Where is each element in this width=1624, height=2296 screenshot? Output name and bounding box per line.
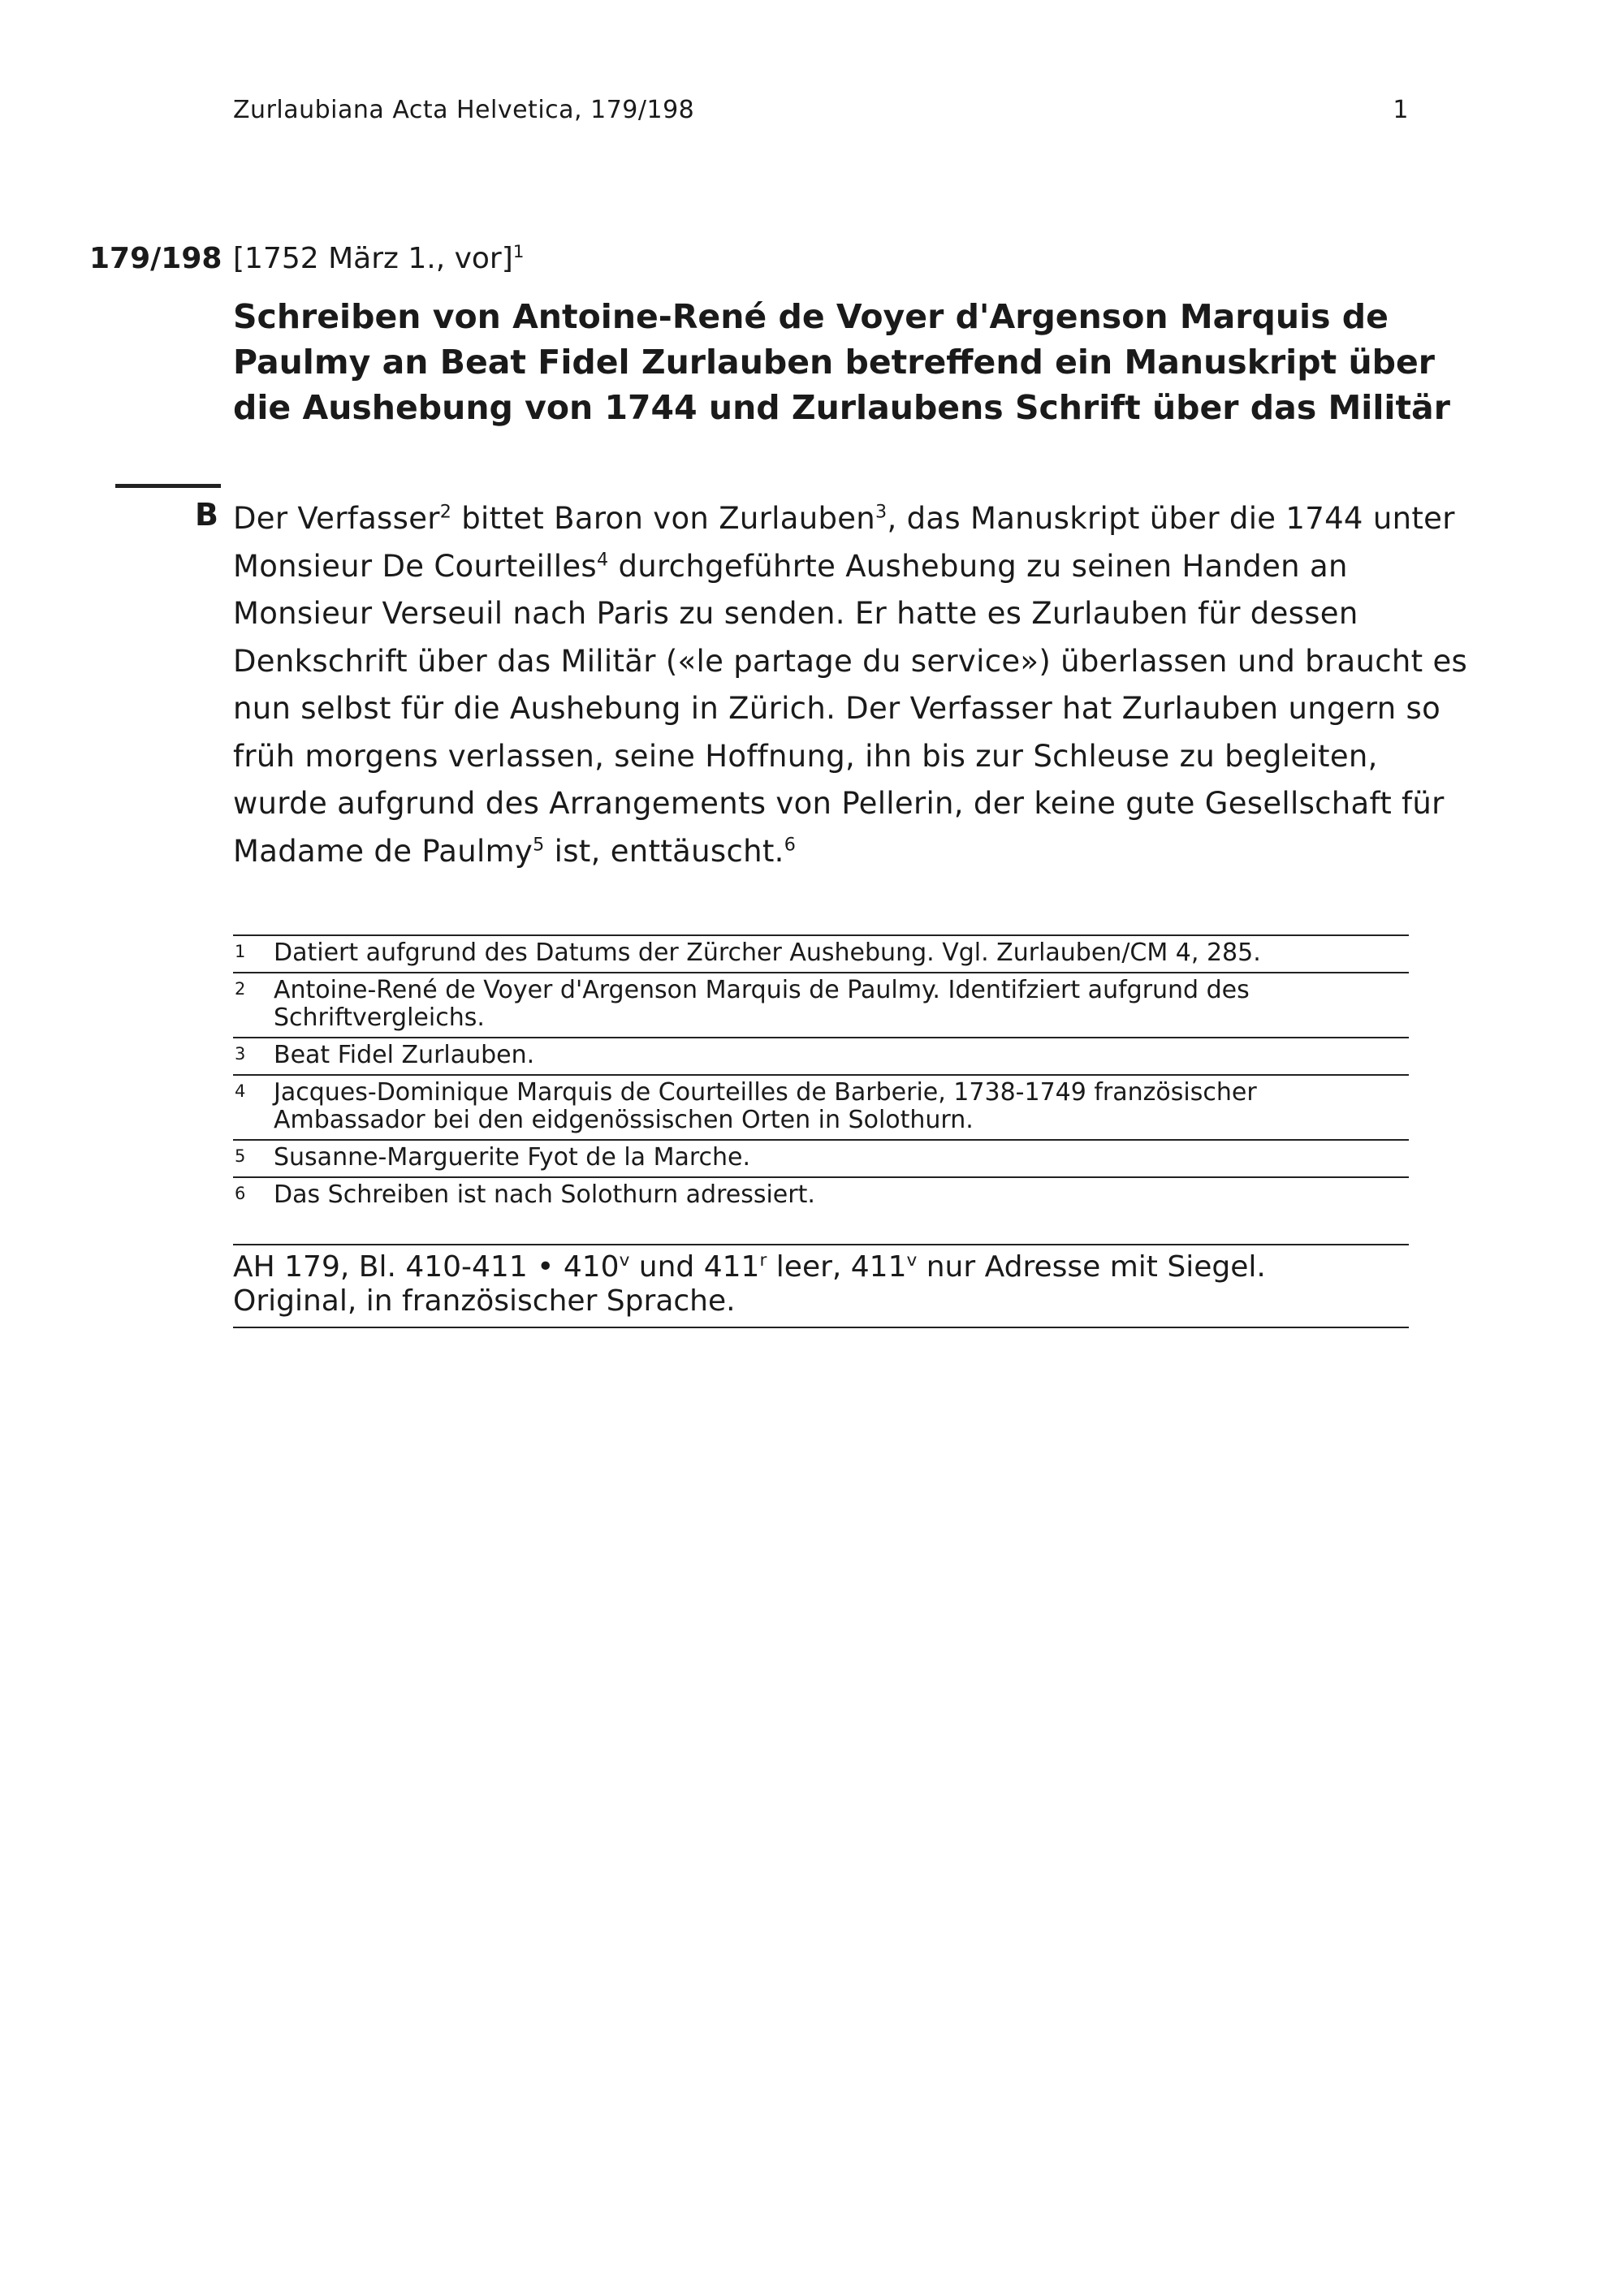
- text-line: früh morgens verlassen, seine Hoffnung, ihn bis zur Schleuse zu begleiten,: [233, 738, 1378, 774]
- footnote-ref: 5: [533, 834, 545, 856]
- text-run: ist, enttäuscht.: [544, 833, 784, 869]
- text-line: Denkschrift über das Militär («le partage du service») überlassen und braucht es: [233, 643, 1468, 679]
- footnote: [233, 934, 1409, 972]
- footnote-number: 6: [235, 1184, 246, 1203]
- footnote: [233, 972, 1409, 1037]
- text-run: , das Manuskript über die 1744 unter: [887, 501, 1455, 536]
- footnote-number: 5: [235, 1146, 246, 1166]
- text-run: Monsieur De Courteilles: [233, 548, 597, 584]
- footnote: [233, 1176, 1409, 1214]
- document-date: [233, 242, 525, 275]
- document-date-text: [1752 März 1., vor]: [233, 242, 513, 275]
- footnote-number: 1: [235, 942, 246, 961]
- footnote-text: Schriftvergleichs.: [274, 1003, 485, 1032]
- text-line: nun selbst für die Aushebung in Zürich. Der Verfasser hat Zurlauben ungern so: [233, 691, 1441, 726]
- document-title: [233, 294, 1450, 430]
- title-line: Paulmy an Beat Fidel Zurlauben betreffend ein Manuskript über: [233, 343, 1436, 382]
- page-number: 1: [1393, 96, 1409, 124]
- title-line: Schreiben von Antoine-René de Voyer d'Argenson Marquis de: [233, 297, 1389, 336]
- footnote-text: Antoine-René de Voyer d'Argenson Marquis de Paulmy. Identifziert aufgrund des: [274, 976, 1250, 1004]
- source-line: Original, in französischer Sprache.: [233, 1284, 736, 1318]
- folio-side: v: [619, 1250, 630, 1271]
- footnote-ref: 1: [512, 242, 525, 262]
- text-run: Der Verfasser: [233, 501, 440, 536]
- footnote-text: Das Schreiben ist nach Solothurn adressiert.: [274, 1180, 815, 1209]
- footnote-number: 2: [235, 979, 246, 999]
- footnote-ref: 4: [596, 549, 609, 571]
- running-head-title: Zurlaubiana Acta Helvetica, 179/198: [233, 96, 695, 124]
- text-run: durchgeführte Aushebung zu seinen Handen an: [608, 548, 1348, 584]
- text-line: [233, 828, 1410, 876]
- footnote-text: Datiert aufgrund des Datums der Zürcher Aushebung. Vgl. Zurlauben/CM 4, 285.: [274, 939, 1261, 967]
- footnote-ref: 2: [439, 501, 452, 523]
- footnote: [233, 1037, 1409, 1074]
- text-run: Madame de Paulmy: [233, 833, 533, 869]
- running-head: [233, 96, 1409, 128]
- text-run: AH 179, Bl. 410-411 • 410: [233, 1250, 620, 1284]
- document-number: 179/198: [89, 242, 222, 275]
- text-run: nur Adresse mit Siegel.: [917, 1250, 1266, 1284]
- footnote: [233, 1074, 1409, 1139]
- title-line: die Aushebung von 1744 und Zurlaubens Schrift über das Militär: [233, 388, 1450, 427]
- text-run: und 411: [629, 1250, 760, 1284]
- text-run: leer, 411: [767, 1250, 907, 1284]
- text-line: wurde aufgrund des Arrangements von Pellerin, der keine gute Gesellschaft für: [233, 786, 1445, 821]
- source-citation: [233, 1244, 1409, 1328]
- text-line: [233, 495, 1455, 543]
- summary-text: [233, 495, 1468, 875]
- footnote-ref: 3: [875, 501, 888, 523]
- text-line: [233, 543, 1410, 591]
- footnote: [233, 1139, 1409, 1176]
- text-line: Monsieur Verseuil nach Paris zu senden. Er hatte es Zurlauben für dessen: [233, 596, 1358, 631]
- footnote-number: 3: [235, 1044, 246, 1064]
- section-divider: [115, 484, 221, 488]
- footnote-number: 4: [235, 1081, 246, 1101]
- text-run: bittet Baron von Zurlauben: [451, 501, 876, 536]
- footnote-ref: 6: [784, 834, 797, 856]
- folio-side: v: [906, 1250, 918, 1271]
- footnote-text: Ambassador bei den eidgenössischen Orten in Solothurn.: [274, 1106, 974, 1134]
- footnote-text: Beat Fidel Zurlauben.: [274, 1041, 535, 1069]
- footnote-text: Jacques-Dominique Marquis de Courteilles de Barberie, 1738-1749 französischer: [274, 1078, 1257, 1107]
- footnote-text: Susanne-Marguerite Fyot de la Marche.: [274, 1143, 751, 1172]
- footnotes: [233, 934, 1409, 1214]
- folio-side: r: [759, 1250, 767, 1271]
- section-marker: B: [195, 497, 218, 533]
- source-line: [233, 1250, 1409, 1284]
